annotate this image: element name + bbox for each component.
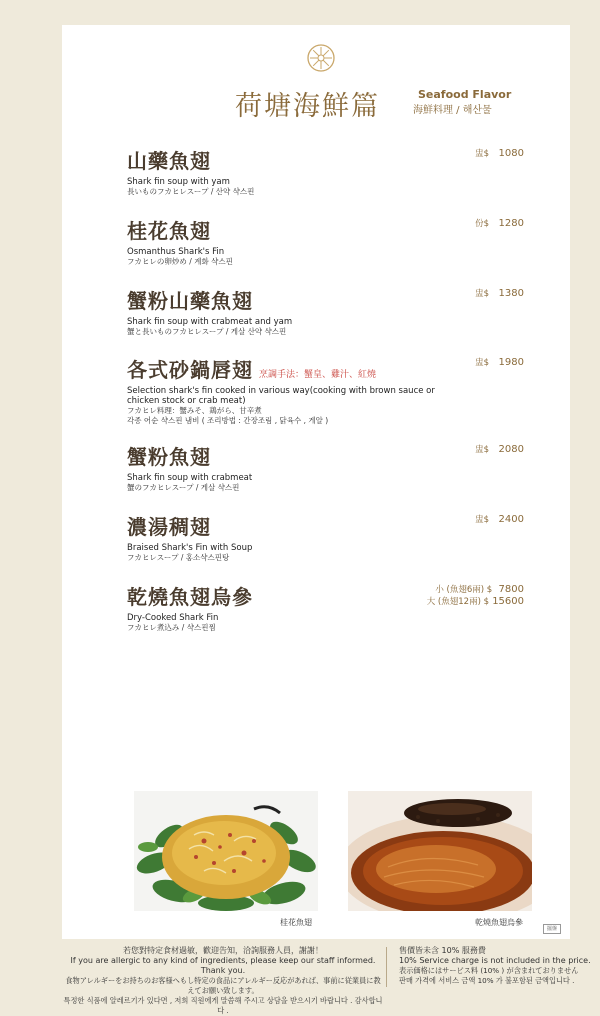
price-unit: 盅$ <box>475 149 489 159</box>
price-large <box>420 595 524 607</box>
section-title-subtitle: 海鮮料理 / 해산물 <box>413 105 492 116</box>
dish-name-japanese-korean: フカヒレの卵炒め / 계화 샥스핀 <box>127 257 233 266</box>
photo-caption: 桂花魚翅 <box>280 918 312 927</box>
price-value: 15600 <box>492 596 524 607</box>
service-charge-korean: 판매 가격에 서비스 금액 10% 가 불포함된 금액입니다 . <box>399 976 575 985</box>
dish-name-japanese: フカヒレ料理：蟹みそ、鶏がら、甘辛煮 <box>127 406 262 415</box>
price-value: 1080 <box>498 148 524 159</box>
cooking-method-note: 烹調手法：蟹皇、雞汁、紅燒 <box>259 370 377 380</box>
allergy-notice-chinese: 若您對特定食材過敏，歡迎告知，洽詢服務人員，謝謝！ <box>123 946 323 955</box>
price-unit: 大 (魚翅12兩) $ <box>426 597 489 607</box>
dish-name: 山藥魚翅 <box>127 149 211 173</box>
price-value: 7800 <box>498 584 524 595</box>
footer-divider <box>386 947 387 987</box>
price <box>460 443 524 455</box>
stamp-label: 擺盤 <box>543 924 561 934</box>
dish-name-english: Selection shark's fin cooked in various way(cooking with brown sauce or chicken stock or crab meat) <box>127 386 435 406</box>
allergy-notice-english: If you are allergic to any kind of ingredients, please keep our staff informed. Thank you. <box>70 956 376 975</box>
price-value: 2080 <box>498 444 524 455</box>
price <box>460 287 524 299</box>
menu-item <box>127 354 437 426</box>
dish-name: 蟹粉山藥魚翅 <box>127 289 253 313</box>
dish-name-english: Braised Shark's Fin with Soup <box>127 543 253 553</box>
dish-name: 乾燒魚翅烏參 <box>127 585 253 609</box>
dish-name: 濃湯稠翅 <box>127 515 211 539</box>
photo-caption: 乾燒魚翅烏參 <box>475 918 523 927</box>
dish-name-japanese-korean: フカヒレスープ / 홍소샥스핀탕 <box>127 553 230 562</box>
price <box>460 147 524 159</box>
section-title-english: Seafood Flavor <box>418 88 512 101</box>
price-value: 1280 <box>498 218 524 229</box>
price-unit: 份$ <box>475 219 489 229</box>
service-charge-chinese: 售價皆未含 10% 服務費 <box>399 946 486 955</box>
dish-name-japanese-korean: 蟹のフカヒレスープ / 게살 샥스핀 <box>127 483 240 492</box>
dish-name-english: Shark fin soup with crabmeat and yam <box>127 317 293 327</box>
page-title: 荷塘海鮮篇 <box>235 91 380 122</box>
dish-name-text: 各式砂鍋唇翅 <box>127 358 253 382</box>
dish-name-english: Shark fin soup with crabmeat <box>127 473 253 483</box>
allergy-notice <box>62 946 384 1016</box>
price-small <box>420 583 524 595</box>
service-charge-japanese: 表示価格にはサービス料 (10% ) が含まれておりません <box>399 966 579 975</box>
dish-name <box>127 354 437 383</box>
price-value: 1980 <box>498 357 524 368</box>
dish-name-japanese-korean: フカヒレ煮込み / 샥스핀찜 <box>127 623 216 632</box>
allergy-notice-japanese: 食物アレルギーをお持ちのお客様へもし特定の食品にアレルギー反応があれば、事前に従業員に教えてお願い致します。 <box>65 976 381 995</box>
price <box>460 356 524 368</box>
service-charge-notice <box>399 946 594 986</box>
dish-name-english: Osmanthus Shark's Fin <box>127 247 225 257</box>
price-value: 2400 <box>498 514 524 525</box>
dish-name-english: Shark fin soup with yam <box>127 177 230 187</box>
shark-fin-sea-cucumber-photo <box>348 791 532 911</box>
price <box>460 217 524 229</box>
price-unit: 盅$ <box>475 358 489 368</box>
price <box>460 513 524 525</box>
dish-name-japanese-korean: 蟹と長いものフカヒレスープ / 게살 산약 샥스핀 <box>127 327 287 336</box>
osmanthus-shark-fin-photo <box>134 791 318 911</box>
dish-name-korean: 각종 어순 샥스핀 냄비 ( 조리방법 : 간장조림 , 닭육수 , 게알 ) <box>127 416 329 425</box>
price-unit: 盅$ <box>475 289 489 299</box>
service-charge-english: 10% Service charge is not included in the price. <box>399 956 591 965</box>
dish-name-english: Dry-Cooked Shark Fin <box>127 613 219 623</box>
dish-name: 蟹粉魚翅 <box>127 445 211 469</box>
price-unit: 小 (魚翅6兩) $ <box>435 585 493 595</box>
dish-name: 桂花魚翅 <box>127 219 211 243</box>
price-unit: 盅$ <box>475 515 489 525</box>
lotus-logo-icon <box>307 44 335 72</box>
price-unit: 盅$ <box>475 445 489 455</box>
dish-name-japanese-korean: 長いものフカヒレスープ / 산약 샥스핀 <box>127 187 255 196</box>
price-value: 1380 <box>498 288 524 299</box>
allergy-notice-korean: 특정한 식품에 알레르기가 있다면 , 저희 직원에게 말씀해 주시고 상담을 받으시기 바랍니다 . 감사합니다 . <box>63 996 383 1015</box>
